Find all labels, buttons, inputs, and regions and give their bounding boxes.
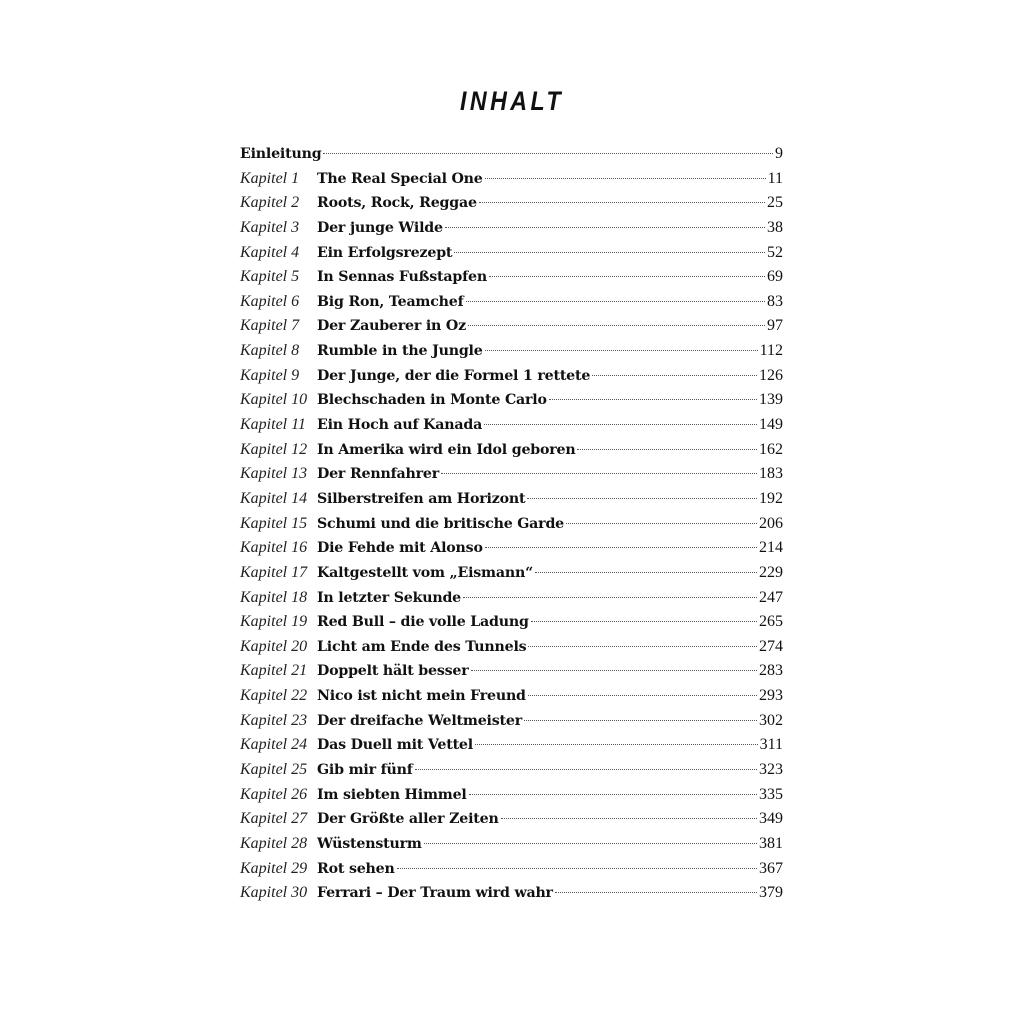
chapter-page: 83: [767, 292, 783, 310]
chapter-page: 274: [759, 637, 783, 655]
chapter-number: Kapitel 26: [240, 785, 308, 803]
chapter-title: Blechschaden in Monte Carlo: [317, 392, 547, 409]
toc-entry-page: 9: [775, 145, 783, 162]
chapter-page: 379: [759, 884, 783, 902]
dot-leader: [528, 646, 757, 647]
chapter-page: 183: [759, 465, 783, 483]
chapter-title: In Sennas Fußstapfen: [317, 269, 487, 286]
toc-entry: [240, 881, 783, 906]
toc-entry: [240, 191, 783, 216]
chapter-page: 229: [759, 563, 783, 581]
toc-entry: [240, 635, 783, 660]
dot-leader: [524, 720, 757, 721]
dot-leader: [485, 178, 766, 179]
chapter-number: Kapitel 3: [240, 218, 300, 236]
chapter-page: 52: [767, 243, 783, 261]
chapter-page: 25: [767, 194, 783, 212]
dot-leader: [469, 794, 757, 795]
toc-entry-title: Einleitung: [240, 146, 322, 162]
dot-leader: [424, 843, 757, 844]
chapter-page: 11: [767, 169, 783, 187]
chapter-title: Silberstreifen am Horizont: [317, 490, 526, 507]
toc-entry: [240, 684, 783, 709]
dot-leader: [566, 523, 757, 524]
chapter-page: 214: [759, 539, 783, 557]
chapter-title: Ferrari – Der Traum wird wahr: [317, 885, 553, 902]
toc-entry: [240, 438, 783, 463]
dot-leader: [471, 670, 757, 671]
chapter-title: Der Zauberer in Oz: [317, 318, 466, 335]
chapter-number: Kapitel 12: [240, 440, 308, 458]
chapter-number: Kapitel 18: [240, 588, 308, 606]
chapter-number: Kapitel 19: [240, 613, 308, 631]
chapter-page: 69: [767, 268, 783, 286]
dot-leader: [466, 301, 765, 302]
chapter-title: Der dreifache Weltmeister: [317, 712, 522, 729]
dot-leader: [531, 621, 757, 622]
dot-leader: [463, 597, 757, 598]
dot-leader: [489, 276, 765, 277]
chapter-title: Rumble in the Jungle: [317, 343, 483, 360]
chapter-number: Kapitel 24: [240, 736, 308, 754]
chapter-page: 149: [759, 416, 783, 434]
dot-leader: [528, 695, 757, 696]
chapter-page: 349: [759, 810, 783, 828]
chapter-page: 38: [767, 218, 783, 236]
chapter-title: Im siebten Himmel: [317, 786, 467, 803]
toc-entry: [240, 364, 783, 389]
toc-entry-introduction: [240, 142, 783, 167]
chapter-title: Rot sehen: [317, 860, 395, 877]
chapter-title: Der Rennfahrer: [317, 466, 439, 483]
chapter-page: 126: [759, 366, 783, 384]
toc-entry: [240, 709, 783, 734]
chapter-page: 192: [759, 489, 783, 507]
chapter-title: Nico ist nicht mein Freund: [317, 688, 526, 705]
chapter-title: Der Größte aller Zeiten: [317, 811, 499, 828]
chapter-page: 381: [759, 834, 783, 852]
chapter-number: Kapitel 15: [240, 514, 308, 532]
chapter-title: Der junge Wilde: [317, 219, 443, 236]
toc-entry: [240, 314, 783, 339]
chapter-page: 162: [759, 440, 783, 458]
dot-leader: [501, 818, 757, 819]
chapter-title: Kaltgestellt vom „Eismann“: [317, 564, 534, 581]
page-title: INHALT: [459, 86, 565, 116]
chapter-page: 247: [759, 588, 783, 606]
chapter-number: Kapitel 10: [240, 391, 308, 409]
chapter-page: 323: [759, 761, 783, 779]
chapter-number: Kapitel 5: [240, 268, 300, 286]
dot-leader: [484, 424, 757, 425]
dot-leader: [397, 868, 757, 869]
chapter-number: Kapitel 23: [240, 711, 308, 729]
chapter-number: Kapitel 29: [240, 859, 308, 877]
chapter-number: Kapitel 14: [240, 489, 308, 507]
chapter-number: Kapitel 22: [240, 687, 308, 705]
dot-leader: [527, 498, 757, 499]
chapter-title: Ein Hoch auf Kanada: [317, 417, 483, 434]
chapter-title: Das Duell mit Vettel: [317, 737, 473, 754]
chapter-title: Der Junge, der die Formel 1 rettete: [317, 367, 591, 384]
toc-entry: [240, 758, 783, 783]
toc-entry: [240, 536, 783, 561]
chapter-number: Kapitel 27: [240, 810, 308, 828]
chapter-page: 206: [759, 514, 783, 532]
chapter-title: Schumi und die britische Garde: [317, 515, 564, 532]
dot-leader: [535, 572, 757, 573]
dot-leader: [485, 350, 758, 351]
chapter-title: Doppelt hält besser: [317, 663, 469, 680]
chapter-title: Roots, Rock, Reggae: [317, 195, 477, 212]
dot-leader: [475, 744, 758, 745]
chapter-number: Kapitel 25: [240, 761, 308, 779]
chapter-number: Kapitel 2: [240, 194, 300, 212]
chapter-number: Kapitel 13: [240, 465, 308, 483]
toc-entry: [240, 733, 783, 758]
dot-leader: [577, 449, 757, 450]
chapter-title: The Real Special One: [317, 170, 483, 187]
chapter-number: Kapitel 21: [240, 662, 308, 680]
dot-leader: [485, 547, 757, 548]
chapter-title: In Amerika wird ein Idol geboren: [317, 441, 576, 458]
dot-leader: [468, 325, 765, 326]
toc-entry: [240, 487, 783, 512]
chapter-page: 335: [759, 785, 783, 803]
toc-entry: [240, 167, 783, 192]
toc-entry: [240, 807, 783, 832]
toc-entry: [240, 339, 783, 364]
toc-entry: [240, 783, 783, 808]
chapter-number: Kapitel 8: [240, 342, 300, 360]
chapter-page: 367: [759, 859, 783, 877]
chapter-title: In letzter Sekunde: [317, 589, 461, 606]
toc-entry: [240, 512, 783, 537]
dot-leader: [549, 399, 757, 400]
toc-entry: [240, 265, 783, 290]
chapter-number: Kapitel 7: [240, 317, 300, 335]
chapter-number: Kapitel 1: [240, 169, 300, 187]
chapter-number: Kapitel 30: [240, 884, 308, 902]
toc-entry: [240, 659, 783, 684]
toc-entry: [240, 857, 783, 882]
table-of-contents: [240, 142, 783, 906]
chapter-title: Licht am Ende des Tunnels: [317, 638, 527, 655]
dot-leader: [454, 252, 765, 253]
chapter-page: 139: [759, 391, 783, 409]
chapter-number: Kapitel 4: [240, 243, 300, 261]
chapter-number: Kapitel 16: [240, 539, 308, 557]
dot-leader: [445, 227, 765, 228]
toc-entry: [240, 413, 783, 438]
toc-entry: [240, 241, 783, 266]
dot-leader: [441, 473, 757, 474]
toc-entry: [240, 832, 783, 857]
chapter-title: Die Fehde mit Alonso: [317, 540, 483, 557]
chapter-number: Kapitel 11: [240, 416, 306, 434]
chapter-number: Kapitel 17: [240, 563, 308, 581]
toc-entry: [240, 561, 783, 586]
chapter-title: Gib mir fünf: [317, 762, 413, 779]
dot-leader: [415, 769, 757, 770]
chapter-page: 265: [759, 613, 783, 631]
chapter-title: Ein Erfolgsrezept: [317, 244, 453, 261]
toc-entry: [240, 462, 783, 487]
dot-leader: [555, 892, 757, 893]
chapter-title: Big Ron, Teamchef: [317, 293, 464, 310]
chapter-number: Kapitel 6: [240, 292, 300, 310]
toc-entry: [240, 216, 783, 241]
chapter-number: Kapitel 20: [240, 637, 308, 655]
chapter-page: 293: [759, 687, 783, 705]
chapter-page: 97: [767, 317, 783, 335]
toc-entry: [240, 610, 783, 635]
dot-leader: [592, 375, 757, 376]
chapter-page: 302: [759, 711, 783, 729]
chapter-number: Kapitel 28: [240, 834, 308, 852]
toc-entry: [240, 586, 783, 611]
chapter-title: Red Bull – die volle Ladung: [317, 614, 529, 631]
toc-entry: [240, 290, 783, 315]
chapter-page: 112: [759, 342, 783, 360]
dot-leader: [479, 202, 765, 203]
chapter-number: Kapitel 9: [240, 366, 300, 384]
chapter-page: 283: [759, 662, 783, 680]
toc-entry: [240, 388, 783, 413]
chapter-title: Wüstensturm: [317, 835, 422, 852]
dot-leader: [323, 153, 773, 154]
chapter-page: 311: [759, 736, 783, 754]
